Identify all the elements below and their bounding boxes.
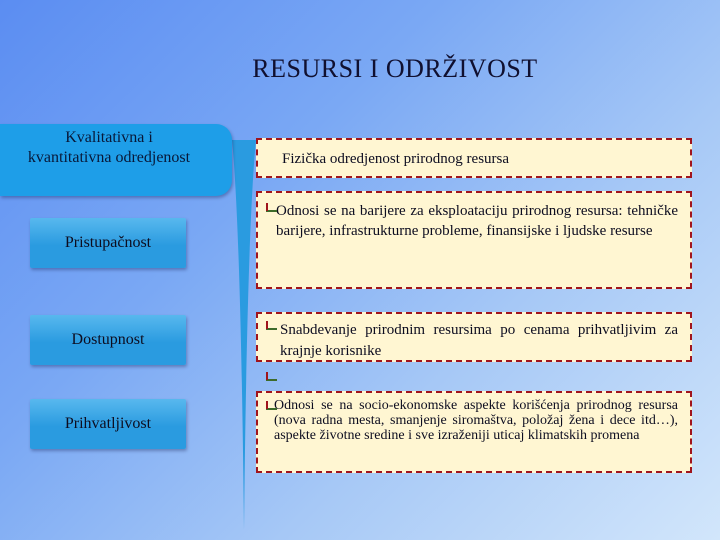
content-box-pristupacnost	[256, 191, 692, 289]
bullet-mark-icon	[262, 320, 278, 334]
nav-item-prihvatljivost[interactable]	[30, 399, 186, 449]
content-box-prihvatljivost	[256, 391, 692, 473]
bullet-mark-icon	[262, 371, 278, 385]
bullet-mark-icon	[262, 202, 278, 216]
content-box-fizicka	[256, 138, 692, 178]
content-box-text: Odnosi se na socio-ekonomske aspekte korišćenja prirodnog resursa (nova radna mesta, smanjenje siromaštva, položaj žena i dece itd…), aspekte životne sredine i sve izraženiji uticaj klimatskih promena	[274, 398, 678, 443]
nav-item-label: Prihvatljivost	[64, 415, 152, 432]
nav-item-dostupnost[interactable]	[30, 315, 186, 365]
connector-stripe	[232, 140, 256, 530]
bullet-mark-icon	[262, 400, 278, 414]
content-box-text: Fizička odredjenost prirodnog resursa	[282, 151, 510, 167]
nav-item-label: Pristupačnost	[64, 234, 152, 251]
nav-item-label: Dostupnost	[71, 331, 145, 348]
nav-item-label: Kvalitativna i kvantitativna odredjenost	[27, 129, 191, 166]
nav-item-kvalitativna[interactable]	[0, 124, 232, 196]
content-box-dostupnost	[256, 312, 692, 362]
slide-title: RESURSI I ODRŽIVOST	[252, 54, 538, 83]
content-box-text: Odnosi se na barijere za eksploataciju prirodnog resursa: tehničke barijere, infrastrukturne probleme, finansijske i ljudske resurse	[276, 203, 678, 239]
nav-item-pristupacnost[interactable]	[30, 218, 186, 268]
content-box-text: Snabdevanje prirodnim resursima po cenama prihvatljivim za krajnje korisnike	[280, 322, 678, 359]
